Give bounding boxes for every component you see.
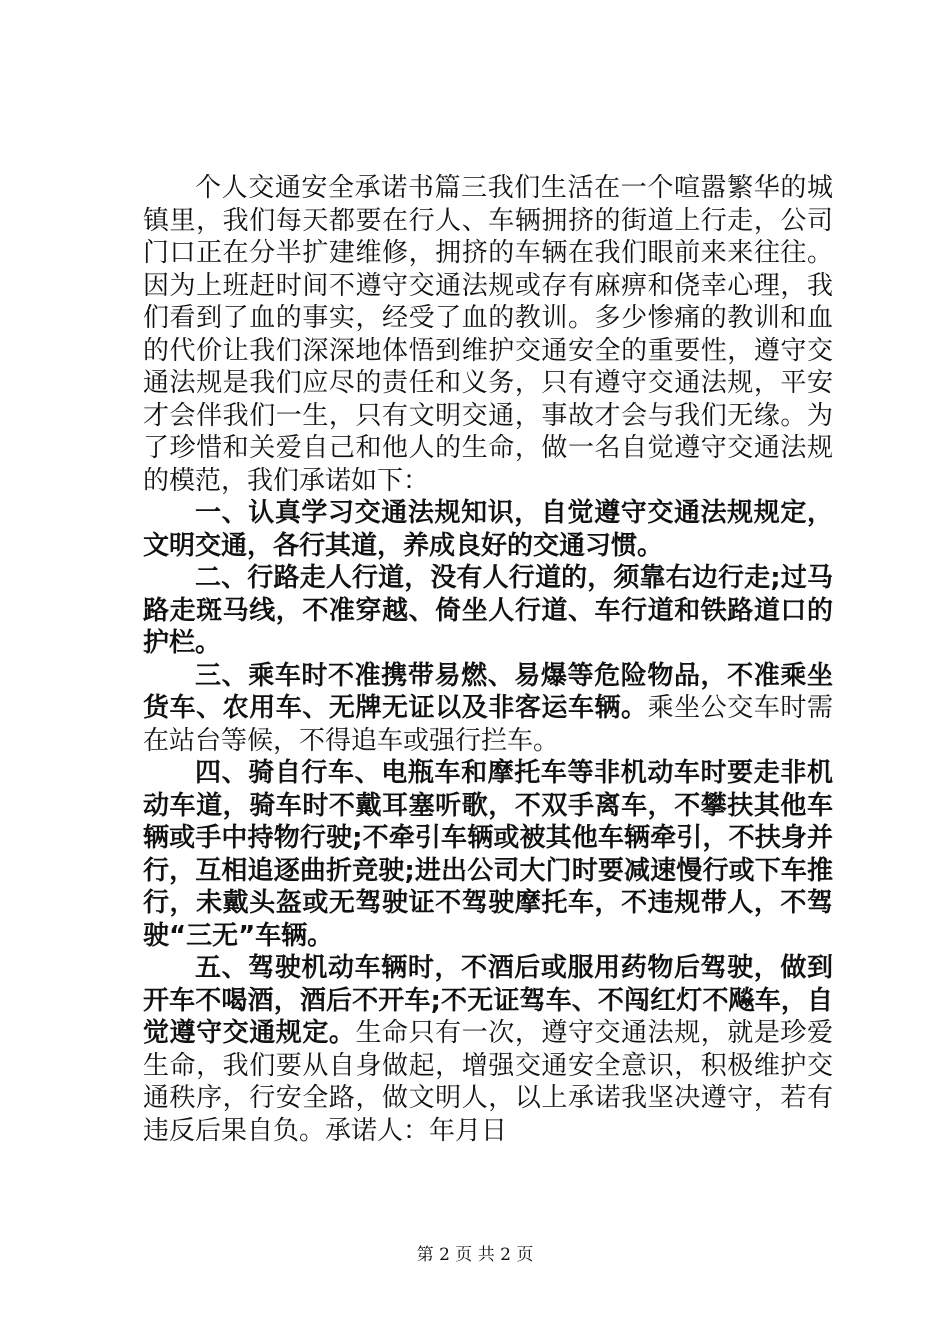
paragraph-item-1 <box>143 497 833 562</box>
document-body <box>143 172 833 1147</box>
paragraph-item-3 <box>143 660 833 758</box>
paragraph-item-5 <box>143 952 833 1147</box>
paragraph-item-4 <box>143 757 833 952</box>
paragraph-text: 乘坐公交车时需在站台等候，不得追车或强行拦车。 <box>143 693 833 756</box>
paragraph-intro <box>143 172 833 497</box>
paragraph-text: 五、驾驶机动车辆时，不酒后或服用药物后驾驶，做到开车不喝酒，酒后不开车;不无证驾车、不闯红灯不飚车，自觉遵守交通规定。 <box>143 953 833 1048</box>
page-number-label: 第 2 页 共 2 页 <box>416 1245 534 1265</box>
paragraph-text: 三、乘车时不准携带易燃、易爆等危险物品，不准乘坐货车、农用车、无牌无证以及非客运车辆。 <box>143 660 833 723</box>
paragraph-text: 个人交通安全承诺书篇三我们生活在一个喧嚣繁华的城镇里，我们每天都要在行人、车辆拥挤的街道上行走，公司门口正在分半扩建维修，拥挤的车辆在我们眼前来来往往。因为上班赶时间不遵守交通法规或存有麻痹和侥幸心理，我们看到了血的事实，经受了血的教训。多少惨痛的教训和血的代价让我们深深地体悟到维护交通安全的重要性，遵守交通法规是我们应尽的责任和义务，只有遵守交通法规，平安才会伴我们一生，只有文明交通，事故才会与我们无缘。为了珍惜和关爱自己和他人的生命，做一名自觉遵守交通法规的模范，我们承诺如下： <box>143 173 833 496</box>
paragraph-item-2 <box>143 562 833 660</box>
paragraph-text: 生命只有一次，遵守交通法规，就是珍爱生命，我们要从自身做起，增强交通安全意识，积极维护交通秩序，行安全路，做文明人，以上承诺我坚决遵守，若有违反后果自负。承诺人：年月日 <box>143 1018 833 1146</box>
page-footer <box>0 1240 950 1265</box>
paragraph-text: 一、认真学习交通法规知识，自觉遵守交通法规规定，文明交通，各行其道，养成良好的交通习惯。 <box>143 498 833 561</box>
paragraph-text: 四、骑自行车、电瓶车和摩托车等非机动车时要走非机动车道，骑车时不戴耳塞听歌，不双手离车，不攀扶其他车辆或手中持物行驶;不牵引车辆或被其他车辆牵引，不扶身并行，互相追逐曲折竞驶;进出公司大门时要减速慢行或下车推行，未戴头盔或无驾驶证不驾驶摩托车，不违规带人，不驾驶“三无”车辆。 <box>143 758 833 951</box>
paragraph-text: 二、行路走人行道，没有人行道的，须靠右边行走;过马路走斑马线，不准穿越、倚坐人行道、车行道和铁路道口的护栏。 <box>143 563 833 658</box>
